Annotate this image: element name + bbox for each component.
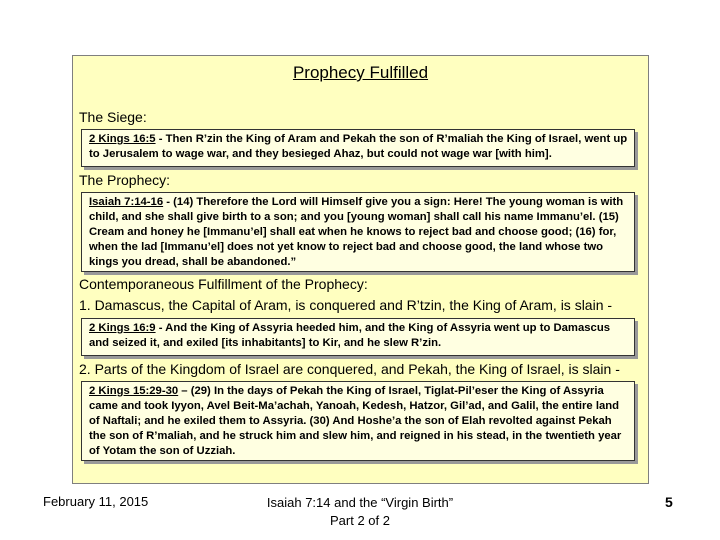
slide-title: Prophecy Fulfilled bbox=[292, 63, 429, 82]
slide-panel bbox=[72, 55, 649, 484]
point-2-text: 2. Parts of the Kingdom of Israel are conquered, and Pekah, the King of Israel, is slain - bbox=[79, 361, 620, 377]
israel-reference: 2 Kings 15:29-30 bbox=[89, 385, 179, 397]
prophecy-quote-text: - (14) Therefore the Lord will Himself give you a sign: Here! The young woman is with child, and she shall give birth to a son; and you [young woman] shall call his name Immanu’el. (15) Cream and honey he [Immanu’el] shall eat when he knows to reject bad and choose good; (16) for, when the lad [Immanu’el] does not yet know to reject bad and choose good, the land whose two kings you dread, shall be abandoned.” bbox=[89, 196, 624, 268]
prophecy-label: The Prophecy: bbox=[79, 172, 171, 188]
page-number: 5 bbox=[665, 494, 673, 510]
footer-date: February 11, 2015 bbox=[43, 494, 149, 509]
prophecy-reference: Isaiah 7:14-16 bbox=[89, 196, 164, 208]
footer-title-line-2: Part 2 of 2 bbox=[330, 513, 390, 528]
damascus-reference: 2 Kings 16:9 bbox=[89, 322, 156, 334]
contemporaneous-label: Contemporaneous Fulfillment of the Prophecy: bbox=[79, 276, 368, 292]
siege-quote-box bbox=[81, 129, 635, 167]
israel-quote-text: – (29) In the days of Pekah the King of Israel, Tiglat-Pil’eser the King of Assyria came and took Iyyon, Avel Beit-Ma’achah, Yanoah, Kedesh, Hatzor, Gil’ad, and Galil, the entire land of Naftali; and he exiled them to Assyria. (30) And Hoshe’a the son of Elah revolted against Pekah the son of R’maliah, and he struck him and slew him, and reigned in his stead, in the twentieth year of Yotam the son of Uzziah. bbox=[89, 385, 622, 457]
prophecy-quote-box bbox=[81, 192, 635, 272]
siege-reference: 2 Kings 16:5 bbox=[89, 133, 156, 145]
siege-quote-text: - Then R’zin the King of Aram and Pekah the son of R’maliah the King of Israel, went up to Jerusalem to wage war, and they besieged Ahaz, but could not wage war [with him]. bbox=[89, 133, 628, 160]
israel-quote-box bbox=[81, 381, 635, 461]
point-1-text: 1. Damascus, the Capital of Aram, is conquered and R’tzin, the King of Aram, is slain - bbox=[79, 297, 613, 313]
siege-label: The Siege: bbox=[79, 109, 147, 125]
damascus-quote-box bbox=[81, 318, 635, 356]
damascus-quote-text: - And the King of Assyria heeded him, and the King of Assyria went up to Damascus and seized it, and exiled [its inhabitants] to Kir, and he slew R’zin. bbox=[89, 322, 611, 349]
footer-title bbox=[200, 494, 520, 530]
footer-title-line-1: Isaiah 7:14 and the “Virgin Birth” bbox=[266, 495, 454, 510]
